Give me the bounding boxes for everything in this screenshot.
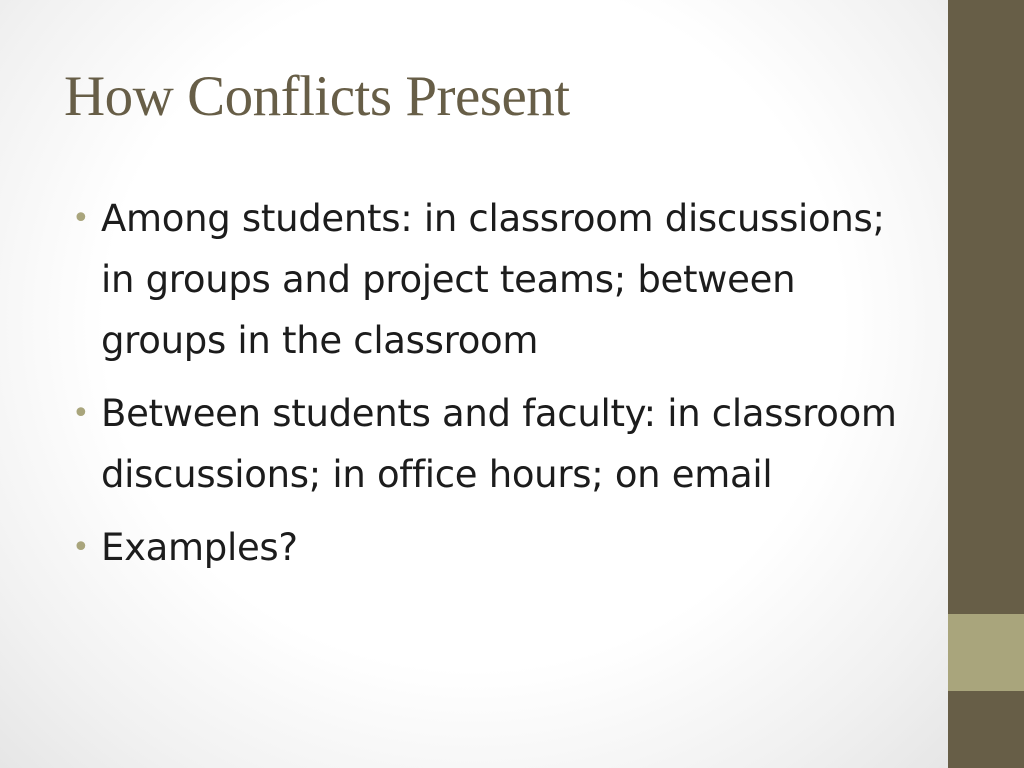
- bullet-item-students: [72, 188, 912, 371]
- bullet-item-faculty: [72, 383, 912, 505]
- bullet-text: Among students: in classroom discussions; in groups and project teams; between groups in the classroom: [101, 197, 885, 362]
- sidebar-accent-block: [948, 614, 1024, 691]
- bullet-marker: •: [72, 201, 90, 236]
- bullet-text: Examples?: [101, 526, 298, 569]
- bullet-text: Between students and faculty: in classroom discussions; in office hours; on email: [101, 392, 897, 496]
- bullet-item-examples: [72, 517, 912, 578]
- bullet-marker: •: [72, 396, 90, 431]
- slide-title: How Conflicts Present: [64, 65, 570, 128]
- bullet-marker: •: [72, 530, 90, 565]
- bullet-list: [72, 188, 912, 590]
